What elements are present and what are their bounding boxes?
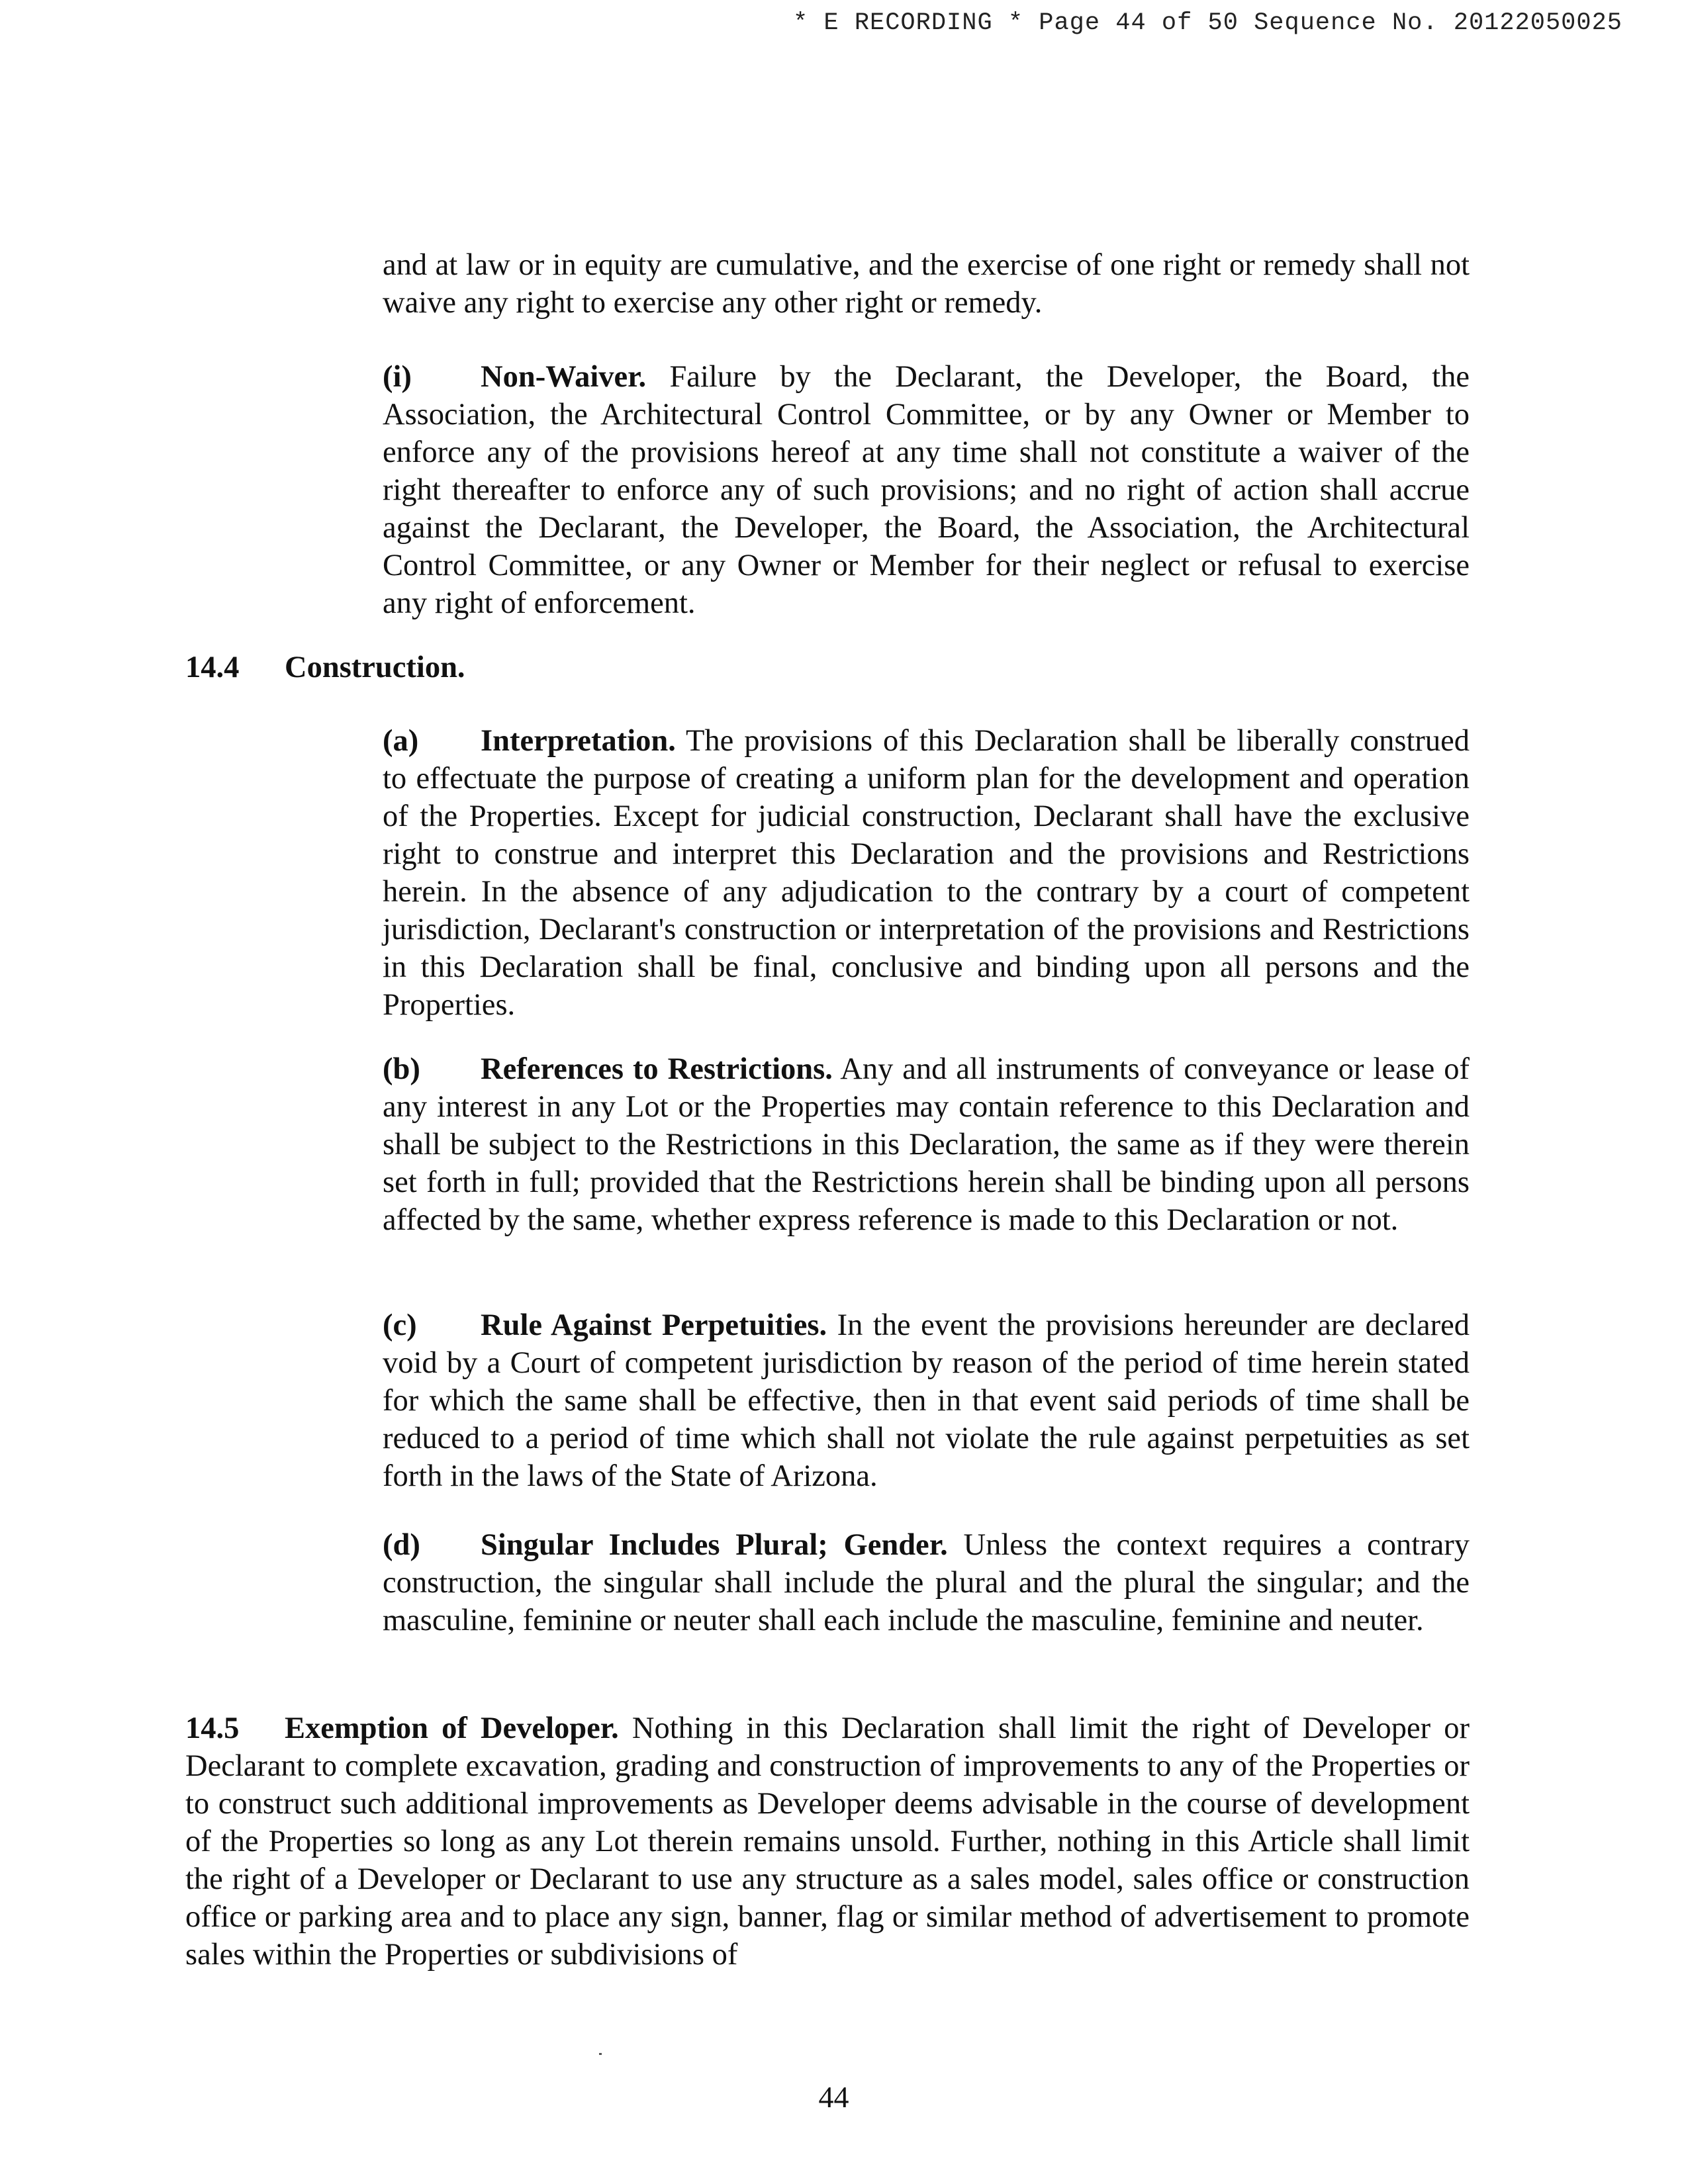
item-d-singular-plural bbox=[383, 1526, 1470, 1639]
item-a-interpretation bbox=[383, 722, 1470, 1024]
scan-speck bbox=[599, 2053, 602, 2055]
section-14-4-number: 14.4 bbox=[185, 651, 240, 684]
item-c-title: Rule Against Perpetuities. bbox=[481, 1308, 827, 1342]
continuation-paragraph: and at law or in equity are cumulative, and the exercise of one right or remedy shall not waive any right to exercise any other right or remedy. bbox=[383, 248, 1470, 320]
item-d-label: (d) bbox=[383, 1528, 420, 1562]
item-i-title: Non-Waiver. bbox=[481, 360, 647, 394]
item-b-label: (b) bbox=[383, 1052, 420, 1086]
item-i-text: Failure by the Declarant, the Developer, the Board, the Association, the Architectural Control Committee, or by any Owner or Member to enforce any of the provisions hereof at any time shall not constitute a waiver of the right thereafter to enforce any of such provisions; and no right of action shall accrue against the Declarant, the Developer, the Board, the Association, the Architectural Control Committee, or any Owner or Member for their neglect or refusal to exercise any right of enforcement. bbox=[383, 360, 1470, 620]
section-14-5-exemption bbox=[185, 1709, 1470, 1974]
item-b-text: Any and all instruments of conveyance or lease of any interest in any Lot or the Properties may contain reference to this Declaration and shall be subject to the Restrictions in this Declaration, the same as if they were therein set forth in full; provided that the Restrictions herein shall be binding upon all persons affected by the same, whether express reference is made to this Declaration or not. bbox=[383, 1052, 1470, 1237]
section-14-4-heading bbox=[185, 649, 465, 686]
recording-header: * E RECORDING * Page 44 of 50 Sequence No. 20122050025 bbox=[793, 9, 1622, 37]
page-number-text: 44 bbox=[818, 2080, 849, 2114]
item-c-label: (c) bbox=[383, 1308, 417, 1342]
page-number bbox=[0, 2078, 1686, 2116]
item-b-title: References to Restrictions. bbox=[481, 1052, 833, 1086]
item-c-perpetuities bbox=[383, 1306, 1470, 1495]
item-i-non-waiver bbox=[383, 358, 1470, 622]
item-a-label: (a) bbox=[383, 724, 419, 758]
item-i-label: (i) bbox=[383, 360, 412, 394]
item-a-title: Interpretation. bbox=[481, 724, 676, 758]
item-c-text: In the event the provisions hereunder are declared void by a Court of competent jurisdiction by reason of the period of time herein stated for which the same shall be effective, then in that event said periods of time shall be reduced to a period of time which shall not violate the rule against perpetuities as set forth in the laws of the State of Arizona. bbox=[383, 1308, 1470, 1493]
section-14-4-title: Construction. bbox=[285, 651, 465, 684]
section-14-5-number: 14.5 bbox=[185, 1711, 240, 1745]
item-b-references bbox=[383, 1050, 1470, 1239]
section-14-5-title: Exemption of Developer. bbox=[285, 1711, 619, 1745]
item-d-title: Singular Includes Plural; Gender. bbox=[481, 1528, 948, 1562]
item-a-text: The provisions of this Declaration shall be liberally construed to effectuate the purpose of creating a uniform plan for the development and operation of the Properties. Except for judicial construction, Declarant shall have the exclusive right to construe and interpret this Declaration and the provisions and Restrictions herein. In the absence of any adjudication to the contrary by a court of competent jurisdiction, Declarant's construction or interpretation of the provisions and Restrictions in this Declaration shall be final, conclusive and binding upon all persons and the Properties. bbox=[383, 724, 1470, 1022]
section-14-5-text: Nothing in this Declaration shall limit the right of Developer or Declarant to complete excavation, grading and construction of improvements to any of the Properties or to construct such additional improvements as Developer deems advisable in the course of development of the Properties so long as any Lot therein remains unsold. Further, nothing in this Article shall limit the right of a Developer or Declarant to use any structure as a sales model, sales office or construction office or parking area and to place any sign, banner, flag or similar method of advertisement to promote sales within the Properties or subdivisions of bbox=[185, 1711, 1470, 1972]
item-d-text: Unless the context requires a contrary construction, the singular shall include the plural and the plural the singular; and the masculine, feminine or neuter shall each include the masculine, feminine and neuter. bbox=[383, 1528, 1470, 1637]
